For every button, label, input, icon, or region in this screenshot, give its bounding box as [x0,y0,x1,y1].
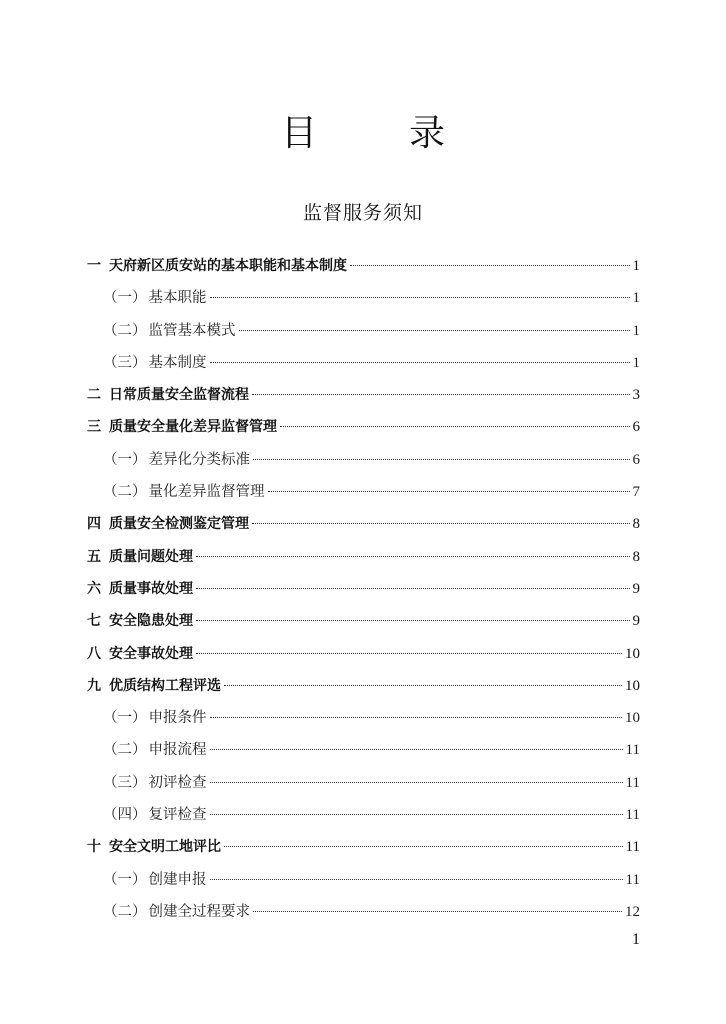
toc-chapter-entry[interactable] [87,411,640,443]
toc-dot-leader [252,394,630,395]
toc-section-entry[interactable] [87,476,640,508]
toc-entry-page-number: 1 [632,354,640,371]
toc-entry-label: 质量问题处理 [109,548,193,565]
toc-dot-leader [210,717,623,718]
toc-entry-label: 创建全过程要求 [148,903,250,920]
toc-entry-number: （一） [103,871,147,888]
toc-entry-number: 七 [87,613,101,630]
toc-entry-number: 六 [87,580,101,597]
toc-entry-number: 三 [87,419,101,436]
toc-entry-label: 安全事故处理 [109,645,193,662]
toc-entry-page-number: 12 [625,903,640,920]
toc-entry-page-number: 11 [625,839,640,856]
toc-entry-label: 差异化分类标准 [148,451,250,468]
toc-entry-page-number: 10 [625,677,640,694]
toc-entry-label: 创建申报 [148,871,207,888]
toc-entry-label: 安全隐患处理 [109,613,193,630]
toc-chapter-entry[interactable] [87,508,640,540]
toc-entry-number: 十 [87,839,101,856]
toc-entry-page-number: 9 [632,613,640,630]
toc-dot-leader [196,653,622,654]
toc-entry-label: 质量安全检测鉴定管理 [109,516,249,533]
toc-section-entry[interactable] [87,767,640,799]
toc-dot-leader [350,265,630,266]
toc-entry-page-number: 11 [625,871,640,888]
toc-entry-page-number: 8 [632,548,640,565]
toc-entry-page-number: 3 [632,387,640,404]
table-of-contents [87,250,640,928]
toc-dot-leader [210,749,623,750]
toc-section-entry[interactable] [87,799,640,831]
toc-entry-label: 优质结构工程评选 [109,677,221,694]
toc-entry-number: （二） [103,742,147,759]
toc-entry-page-number: 9 [632,580,640,597]
page-number: 1 [632,931,640,948]
toc-entry-page-number: 6 [632,451,640,468]
toc-chapter-entry[interactable] [87,670,640,702]
toc-entry-label: 基本制度 [148,354,207,371]
toc-entry-label: 安全文明工地评比 [109,839,221,856]
page-title: 目 录 [280,113,473,154]
toc-chapter-entry[interactable] [87,831,640,863]
toc-entry-number: （一） [103,290,147,307]
toc-entry-number: 八 [87,645,101,662]
toc-dot-leader [239,330,630,331]
toc-dot-leader [210,362,630,363]
toc-entry-number: 五 [87,548,101,565]
toc-dot-leader [196,620,630,621]
toc-entry-page-number: 10 [625,645,640,662]
toc-entry-label: 初评检查 [148,774,207,791]
toc-entry-label: 天府新区质安站的基本职能和基本制度 [109,258,347,274]
toc-entry-label: 申报条件 [148,710,207,727]
toc-dot-leader [210,879,623,880]
toc-entry-number: 一 [87,258,101,274]
toc-entry-number: （一） [103,710,147,727]
toc-entry-number: （二） [103,484,147,501]
toc-chapter-entry[interactable] [87,541,640,573]
toc-entry-label: 量化差异监督管理 [148,484,265,501]
toc-entry-label: 质量事故处理 [109,580,193,597]
toc-section-entry[interactable] [87,347,640,379]
toc-entry-label: 复评检查 [148,807,207,824]
toc-dot-leader [210,814,623,815]
toc-entry-label: 日常质量安全监督流程 [109,387,249,404]
toc-chapter-entry[interactable] [87,638,640,670]
toc-chapter-entry[interactable] [87,250,640,282]
toc-entry-number: （四） [103,807,147,824]
toc-entry-number: （一） [103,451,147,468]
toc-entry-number: （三） [103,354,147,371]
toc-dot-leader [268,491,630,492]
toc-entry-page-number: 8 [632,516,640,533]
toc-entry-number: 九 [87,677,101,694]
toc-entry-number: （二） [103,903,147,920]
toc-chapter-entry[interactable] [87,573,640,605]
toc-dot-leader [196,588,630,589]
section-subtitle: 监督服务须知 [302,202,423,224]
toc-dot-leader [224,846,623,847]
toc-chapter-entry[interactable] [87,605,640,637]
toc-section-entry[interactable] [87,282,640,314]
toc-entry-page-number: 11 [625,774,640,791]
toc-section-entry[interactable] [87,734,640,766]
toc-entry-page-number: 11 [625,742,640,759]
toc-entry-label: 申报流程 [148,742,207,759]
toc-dot-leader [280,426,630,427]
toc-section-entry[interactable] [87,896,640,928]
toc-entry-label: 监管基本模式 [148,322,236,339]
toc-entry-page-number: 1 [632,322,640,339]
toc-entry-number: （三） [103,774,147,791]
toc-section-entry[interactable] [87,444,640,476]
toc-entry-page-number: 6 [632,419,640,436]
toc-dot-leader [224,685,622,686]
toc-dot-leader [210,782,623,783]
toc-entry-number: 二 [87,387,101,404]
toc-section-entry[interactable] [87,702,640,734]
toc-chapter-entry[interactable] [87,379,640,411]
toc-section-entry[interactable] [87,864,640,896]
toc-entry-page-number: 1 [632,258,640,274]
toc-dot-leader [253,911,622,912]
toc-entry-label: 基本职能 [148,290,207,307]
toc-entry-label: 质量安全量化差异监督管理 [109,419,277,436]
toc-entry-page-number: 10 [625,710,640,727]
toc-entry-page-number: 11 [625,807,640,824]
toc-dot-leader [210,297,630,298]
toc-entry-page-number: 7 [632,484,640,501]
toc-entry-page-number: 1 [632,290,640,307]
toc-dot-leader [253,459,630,460]
toc-entry-number: 四 [87,516,101,533]
toc-dot-leader [196,556,630,557]
toc-section-entry[interactable] [87,315,640,347]
toc-entry-number: （二） [103,322,147,339]
toc-dot-leader [252,523,630,524]
